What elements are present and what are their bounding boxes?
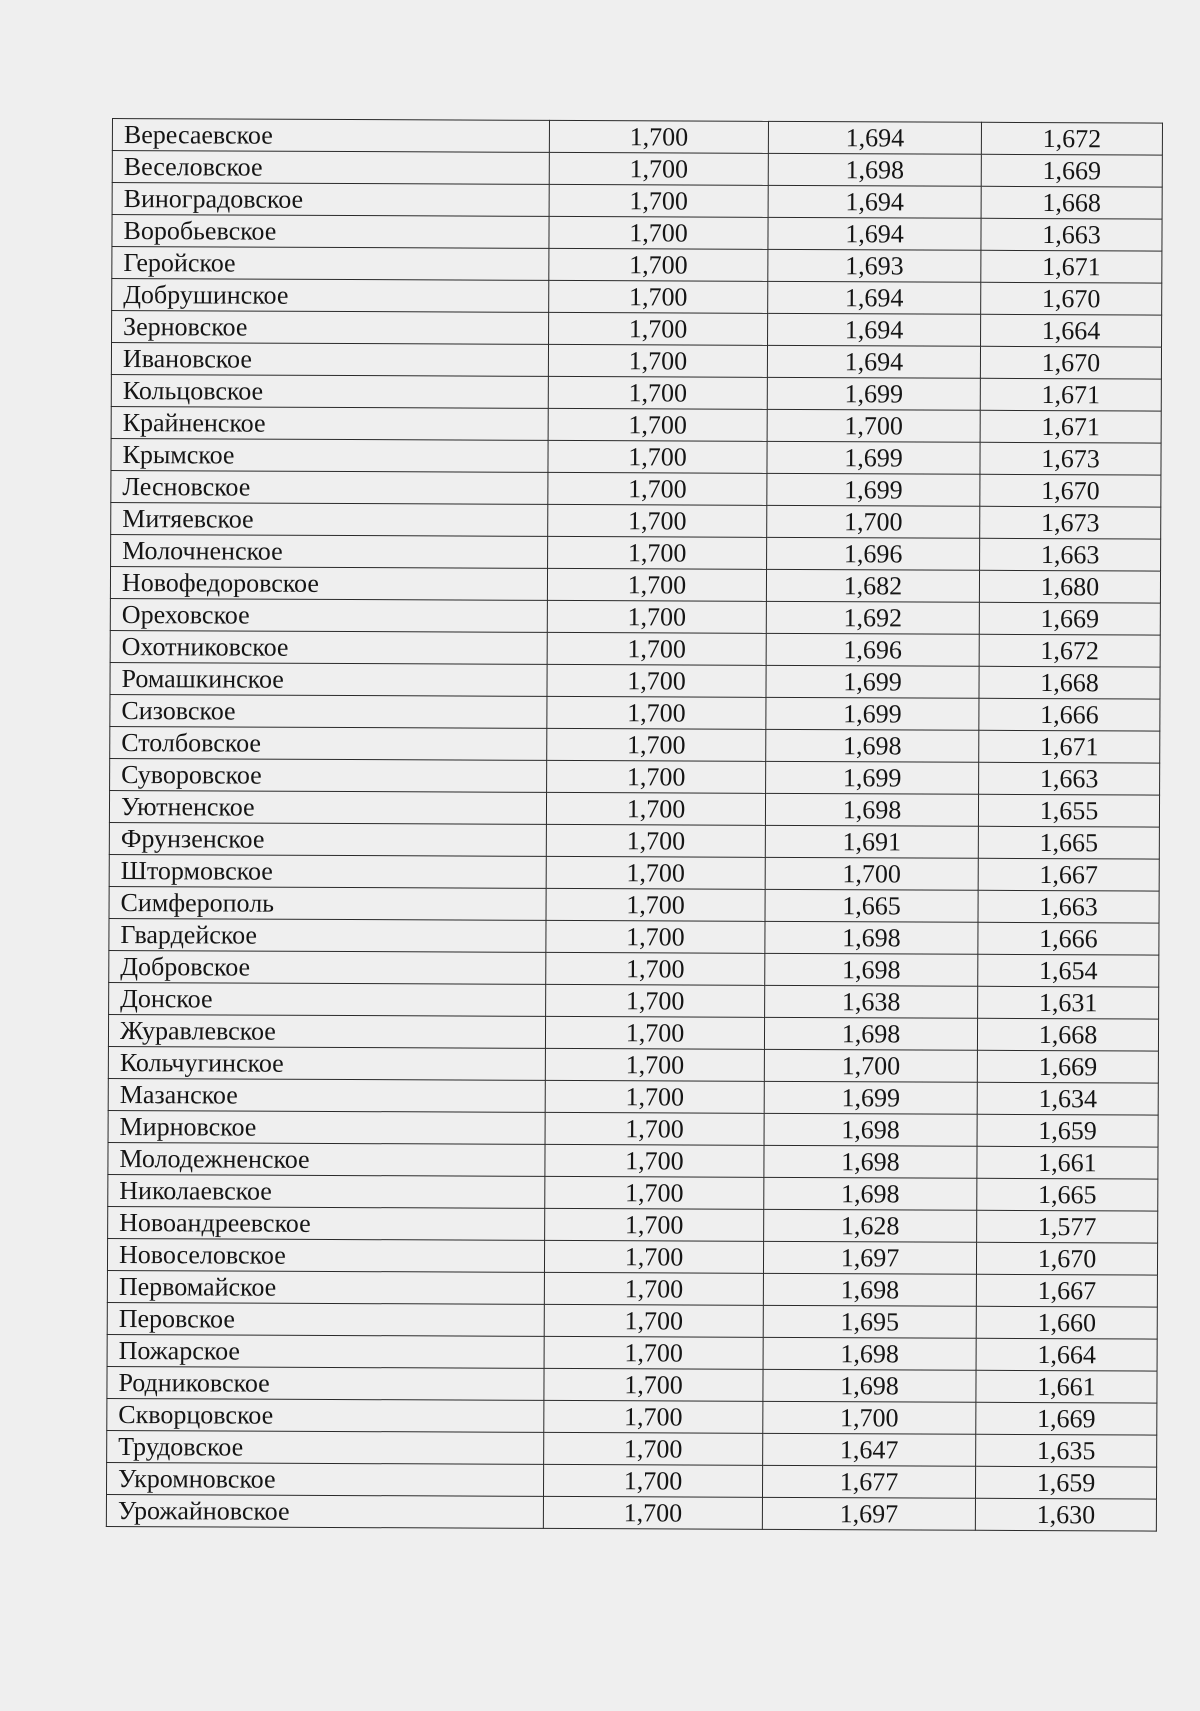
settlement-name-cell: Штормовское [109,854,546,888]
value-cell-3: 1,671 [979,730,1160,763]
settlement-name-cell: Новофедоровское [110,566,547,600]
value-cell-2: 1,698 [768,153,981,186]
settlement-name-cell: Виноградовское [112,183,549,217]
value-cell-2: 1,699 [766,665,979,698]
value-cell-3: 1,668 [979,666,1160,699]
settlement-name-cell: Добровское [109,950,546,984]
value-cell-1: 1,700 [545,1144,764,1177]
settlement-name-cell: Молодежненское [108,1142,545,1176]
settlement-name-cell: Николаевское [108,1174,545,1208]
value-cell-1: 1,700 [546,856,765,889]
value-cell-3: 1,665 [978,826,1159,859]
value-cell-1: 1,700 [545,1208,764,1241]
table-row [107,1398,1157,1435]
value-cell-2: 1,698 [764,1113,977,1146]
value-cell-1: 1,700 [549,280,768,313]
value-cell-3: 1,659 [975,1466,1156,1499]
value-cell-2: 1,699 [766,697,979,730]
value-cell-1: 1,700 [546,984,765,1017]
value-cell-1: 1,700 [548,472,767,505]
value-cell-2: 1,698 [765,793,978,826]
table-row [112,151,1162,188]
value-cell-2: 1,698 [763,1273,976,1306]
value-cell-1: 1,700 [544,1272,763,1305]
table-row [107,1302,1157,1339]
value-cell-2: 1,694 [768,313,981,346]
value-cell-3: 1,664 [976,1338,1157,1371]
value-cell-2: 1,694 [768,281,981,314]
settlement-name-cell: Скворцовское [107,1398,544,1432]
value-cell-3: 1,670 [981,282,1162,315]
value-cell-3: 1,670 [976,1242,1157,1275]
value-cell-3: 1,671 [981,250,1162,283]
settlement-name-cell: Уютненское [109,790,546,824]
value-cell-3: 1,660 [976,1306,1157,1339]
value-cell-1: 1,700 [544,1400,763,1433]
value-cell-2: 1,694 [767,345,980,378]
table-row [106,1494,1156,1531]
value-cell-3: 1,664 [981,314,1162,347]
table-row [112,215,1162,252]
value-cell-1: 1,700 [545,1176,764,1209]
value-cell-3: 1,577 [977,1210,1158,1243]
value-cell-1: 1,700 [549,120,768,153]
value-cell-3: 1,673 [980,506,1161,539]
settlement-name-cell: Ивановское [111,343,548,377]
value-cell-2: 1,638 [765,985,978,1018]
table-row [107,1366,1157,1403]
value-cell-1: 1,700 [544,1304,763,1337]
value-cell-3: 1,663 [978,890,1159,923]
settlement-name-cell: Ромашкинское [110,662,547,696]
value-cell-2: 1,696 [766,633,979,666]
value-cell-1: 1,700 [546,888,765,921]
table-row [107,1270,1157,1307]
value-cell-3: 1,680 [979,570,1160,603]
settlement-name-cell: Урожайновское [106,1494,543,1528]
settlement-name-cell: Воробьевское [112,215,549,249]
table-row [112,311,1162,348]
value-cell-1: 1,700 [547,760,766,793]
table-row [110,758,1160,795]
settlement-name-cell: Пожарское [107,1334,544,1368]
value-cell-1: 1,700 [547,696,766,729]
table-row [109,822,1159,859]
table-row [110,726,1160,763]
settlement-name-cell: Молочненское [111,534,548,568]
value-cell-3: 1,659 [977,1114,1158,1147]
value-cell-2: 1,698 [763,1369,976,1402]
value-cell-2: 1,699 [767,473,980,506]
value-cell-3: 1,668 [981,186,1162,219]
value-cell-1: 1,700 [543,1496,762,1529]
value-cell-1: 1,700 [547,728,766,761]
value-cell-2: 1,699 [767,377,980,410]
settlement-name-cell: Сизовское [110,694,547,728]
value-cell-3: 1,669 [981,154,1162,187]
value-cell-1: 1,700 [547,664,766,697]
value-cell-2: 1,628 [764,1209,977,1242]
value-cell-1: 1,700 [544,1368,763,1401]
value-cell-2: 1,700 [767,409,980,442]
value-cell-3: 1,661 [977,1146,1158,1179]
table-row [107,1430,1157,1467]
value-cell-3: 1,671 [980,378,1161,411]
table-row [106,1462,1156,1499]
value-cell-1: 1,700 [547,600,766,633]
value-cell-2: 1,693 [768,249,981,282]
value-cell-2: 1,698 [766,729,979,762]
data-table [106,118,1163,1532]
settlement-name-cell: Вересаевское [112,119,549,153]
table-row [110,598,1160,635]
table-row [109,790,1159,827]
settlement-name-cell: Веселовское [112,151,549,185]
settlement-name-cell: Геройское [112,247,549,281]
value-cell-2: 1,700 [763,1401,976,1434]
settlement-name-cell: Первомайское [107,1270,544,1304]
table-row [110,630,1160,667]
settlement-name-cell: Суворовское [110,758,547,792]
table-row [108,1142,1158,1179]
value-cell-1: 1,700 [548,408,767,441]
table-row [109,982,1159,1019]
value-cell-1: 1,700 [547,632,766,665]
value-cell-1: 1,700 [545,1048,764,1081]
value-cell-1: 1,700 [548,504,767,537]
table-row [110,566,1160,603]
value-cell-1: 1,700 [549,312,768,345]
value-cell-3: 1,665 [977,1178,1158,1211]
value-cell-1: 1,700 [544,1240,763,1273]
table-row [109,854,1159,891]
settlement-name-cell: Гвардейское [109,918,546,952]
settlement-name-cell: Донское [109,982,546,1016]
settlement-name-cell: Симферополь [109,886,546,920]
value-cell-2: 1,647 [763,1433,976,1466]
settlement-name-cell: Перовское [107,1302,544,1336]
value-cell-1: 1,700 [544,1432,763,1465]
value-cell-2: 1,700 [765,857,978,890]
table-row [112,247,1162,284]
settlement-name-cell: Охотниковское [110,630,547,664]
value-cell-3: 1,667 [976,1274,1157,1307]
table-row [111,374,1161,411]
settlement-name-cell: Крымское [111,438,548,472]
value-cell-2: 1,698 [765,953,978,986]
value-cell-2: 1,697 [762,1497,975,1530]
value-cell-3: 1,670 [980,474,1161,507]
settlement-name-cell: Новоандреевское [108,1206,545,1240]
table-row [112,119,1162,156]
value-cell-2: 1,694 [768,185,981,218]
value-cell-3: 1,655 [978,794,1159,827]
value-cell-3: 1,668 [977,1018,1158,1051]
value-cell-2: 1,697 [763,1241,976,1274]
value-cell-3: 1,666 [978,922,1159,955]
value-cell-2: 1,696 [767,537,980,570]
settlement-name-cell: Родниковское [107,1366,544,1400]
settlement-name-cell: Лесновское [111,470,548,504]
value-cell-3: 1,672 [979,634,1160,667]
table-row [107,1334,1157,1371]
table-row [111,406,1161,443]
table-row [109,918,1159,955]
value-cell-3: 1,663 [980,538,1161,571]
value-cell-2: 1,698 [764,1145,977,1178]
settlement-name-cell: Трудовское [107,1430,544,1464]
value-cell-2: 1,699 [764,1081,977,1114]
value-cell-1: 1,700 [548,376,767,409]
value-cell-2: 1,700 [764,1049,977,1082]
settlement-name-cell: Укромновское [106,1462,543,1496]
table-row [111,438,1161,475]
value-cell-2: 1,698 [763,1337,976,1370]
value-cell-3: 1,669 [976,1402,1157,1435]
table-row [108,1174,1158,1211]
value-cell-2: 1,665 [765,889,978,922]
value-cell-2: 1,698 [764,1177,977,1210]
settlement-name-cell: Митяевское [111,502,548,536]
value-cell-1: 1,700 [546,824,765,857]
value-cell-1: 1,700 [548,440,767,473]
table-row [111,502,1161,539]
value-cell-3: 1,630 [975,1498,1156,1531]
table-row [111,343,1161,380]
value-cell-3: 1,670 [980,346,1161,379]
table-row [108,1206,1158,1243]
value-cell-2: 1,694 [768,121,981,154]
value-cell-1: 1,700 [546,952,765,985]
value-cell-2: 1,699 [766,761,979,794]
value-cell-3: 1,654 [978,954,1159,987]
settlement-name-cell: Мазанское [108,1078,545,1112]
table-row [111,534,1161,571]
value-cell-3: 1,661 [976,1370,1157,1403]
table-row [108,1078,1158,1115]
value-cell-3: 1,663 [979,762,1160,795]
value-cell-3: 1,671 [980,410,1161,443]
value-cell-2: 1,691 [765,825,978,858]
value-cell-3: 1,635 [976,1434,1157,1467]
value-cell-3: 1,634 [977,1082,1158,1115]
settlement-name-cell: Крайненское [111,406,548,440]
value-cell-2: 1,700 [767,505,980,538]
value-cell-2: 1,694 [768,217,981,250]
value-cell-3: 1,673 [980,442,1161,475]
table-row [109,950,1159,987]
value-cell-2: 1,698 [765,921,978,954]
value-cell-1: 1,700 [548,536,767,569]
value-cell-1: 1,700 [549,248,768,281]
value-cell-2: 1,699 [767,441,980,474]
table-row [107,1238,1157,1275]
value-cell-2: 1,677 [762,1465,975,1498]
settlement-name-cell: Добрушинское [112,279,549,313]
table-row [110,662,1160,699]
table-row [110,694,1160,731]
value-cell-3: 1,666 [979,698,1160,731]
table-body [106,119,1162,1532]
settlement-name-cell: Кольцовское [111,374,548,408]
table-row [112,183,1162,220]
value-cell-2: 1,682 [766,569,979,602]
settlement-name-cell: Журавлевское [108,1014,545,1048]
value-cell-1: 1,700 [543,1464,762,1497]
value-cell-3: 1,669 [977,1050,1158,1083]
settlement-name-cell: Мирновское [108,1110,545,1144]
value-cell-3: 1,669 [979,602,1160,635]
value-cell-1: 1,700 [545,1016,764,1049]
value-cell-2: 1,695 [763,1305,976,1338]
table-row [112,279,1162,316]
settlement-name-cell: Новоселовское [107,1238,544,1272]
settlement-name-cell: Зерновское [112,311,549,345]
value-cell-1: 1,700 [546,792,765,825]
value-cell-3: 1,667 [978,858,1159,891]
value-cell-1: 1,700 [547,568,766,601]
table-row [111,470,1161,507]
table-row [109,886,1159,923]
value-cell-1: 1,700 [545,1080,764,1113]
value-cell-2: 1,698 [764,1017,977,1050]
settlement-name-cell: Столбовское [110,726,547,760]
settlement-name-cell: Кольчугинское [108,1046,545,1080]
value-cell-3: 1,672 [981,122,1162,155]
settlement-name-cell: Фрунзенское [109,822,546,856]
table-row [108,1014,1158,1051]
table-row [108,1046,1158,1083]
table-row [108,1110,1158,1147]
value-cell-1: 1,700 [544,1336,763,1369]
value-cell-1: 1,700 [549,216,768,249]
value-cell-3: 1,631 [978,986,1159,1019]
settlement-name-cell: Ореховское [110,598,547,632]
value-cell-1: 1,700 [546,920,765,953]
value-cell-1: 1,700 [548,344,767,377]
value-cell-1: 1,700 [545,1112,764,1145]
value-cell-1: 1,700 [549,184,768,217]
value-cell-2: 1,692 [766,601,979,634]
value-cell-3: 1,663 [981,218,1162,251]
value-cell-1: 1,700 [549,152,768,185]
